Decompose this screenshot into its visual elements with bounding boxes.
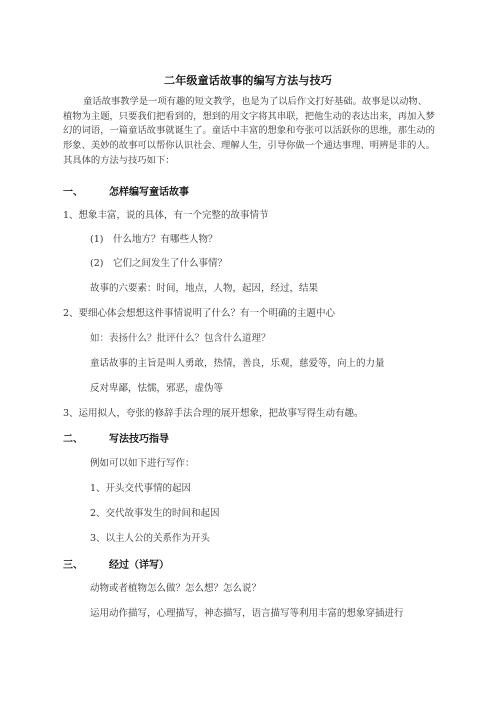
section-number: 三、 (63, 560, 83, 571)
section-heading-3 (63, 556, 169, 571)
list-item: 2、交代故事发生的时间和起因 (90, 508, 220, 519)
list-item: 3、以主人公的关系作为开头 (90, 533, 211, 544)
section-number: 一、 (63, 187, 83, 198)
section-heading-2 (63, 430, 169, 445)
sub-question: (1) 什么地方？有哪些人物？ (90, 234, 218, 245)
section-number: 二、 (63, 434, 83, 445)
lead-line: 例如可以如下进行写作： (90, 458, 195, 469)
document-title: 二年级童话故事的编写方法与技巧 (164, 74, 332, 87)
list-item: 3、运用拟人，夸张的修辞手法合理的展开想象，把故事写得生动有趣。 (63, 408, 364, 419)
section-label: 怎样编写童话故事 (109, 187, 189, 198)
list-item: 2、要细心体会想想这件事情说明了什么？有一个明确的主题中心 (63, 308, 336, 319)
sub-question: (2) 它们之间发生了什么事情？ (90, 258, 227, 269)
six-elements-line: 故事的六要素：时间，地点，人物，起因，经过，结果 (90, 283, 319, 294)
intro-paragraph: 童话故事教学是一项有趣的短文教学，也是为了以后作文打好基础。故事是以动物、植物为主题，只要我们把看到的，想到的用文字将其串联，把他生动的表达出来，再加入梦幻的词语，一篇童话故事就诞生了。童话中丰富的想象和夸张可以活跃你的思维，那生动的形象、美妙的故事可以帮你认识社会、理解人生，引导你做一个通达事理、明辨是非的人。其具体的方法与技巧如下： (63, 96, 435, 166)
theme-line: 童话故事的主旨是叫人勇敢，热情，善良，乐观，慈爱等，向上的力量 (90, 358, 385, 369)
body-line: 运用动作描写，心理描写，神态描写，语言描写等利用丰富的想象穿插进行 (90, 608, 404, 619)
example-line: 如：表扬什么？批评什么？包含什么道理？ (90, 333, 271, 344)
list-item: 1、开头交代事情的起因 (90, 483, 192, 494)
section-label: 写法技巧指导 (109, 434, 169, 445)
body-line: 动物或者植物怎么做？怎么想？怎么说？ (90, 583, 262, 594)
section-heading-1 (63, 183, 189, 198)
oppose-line: 反对卑鄙，怯懦，邪恶，虚伪等 (90, 383, 224, 394)
list-item: 1、想象丰富，说的具体，有一个完整的故事情节 (63, 210, 269, 221)
section-label: 经过（详写） (109, 560, 169, 571)
